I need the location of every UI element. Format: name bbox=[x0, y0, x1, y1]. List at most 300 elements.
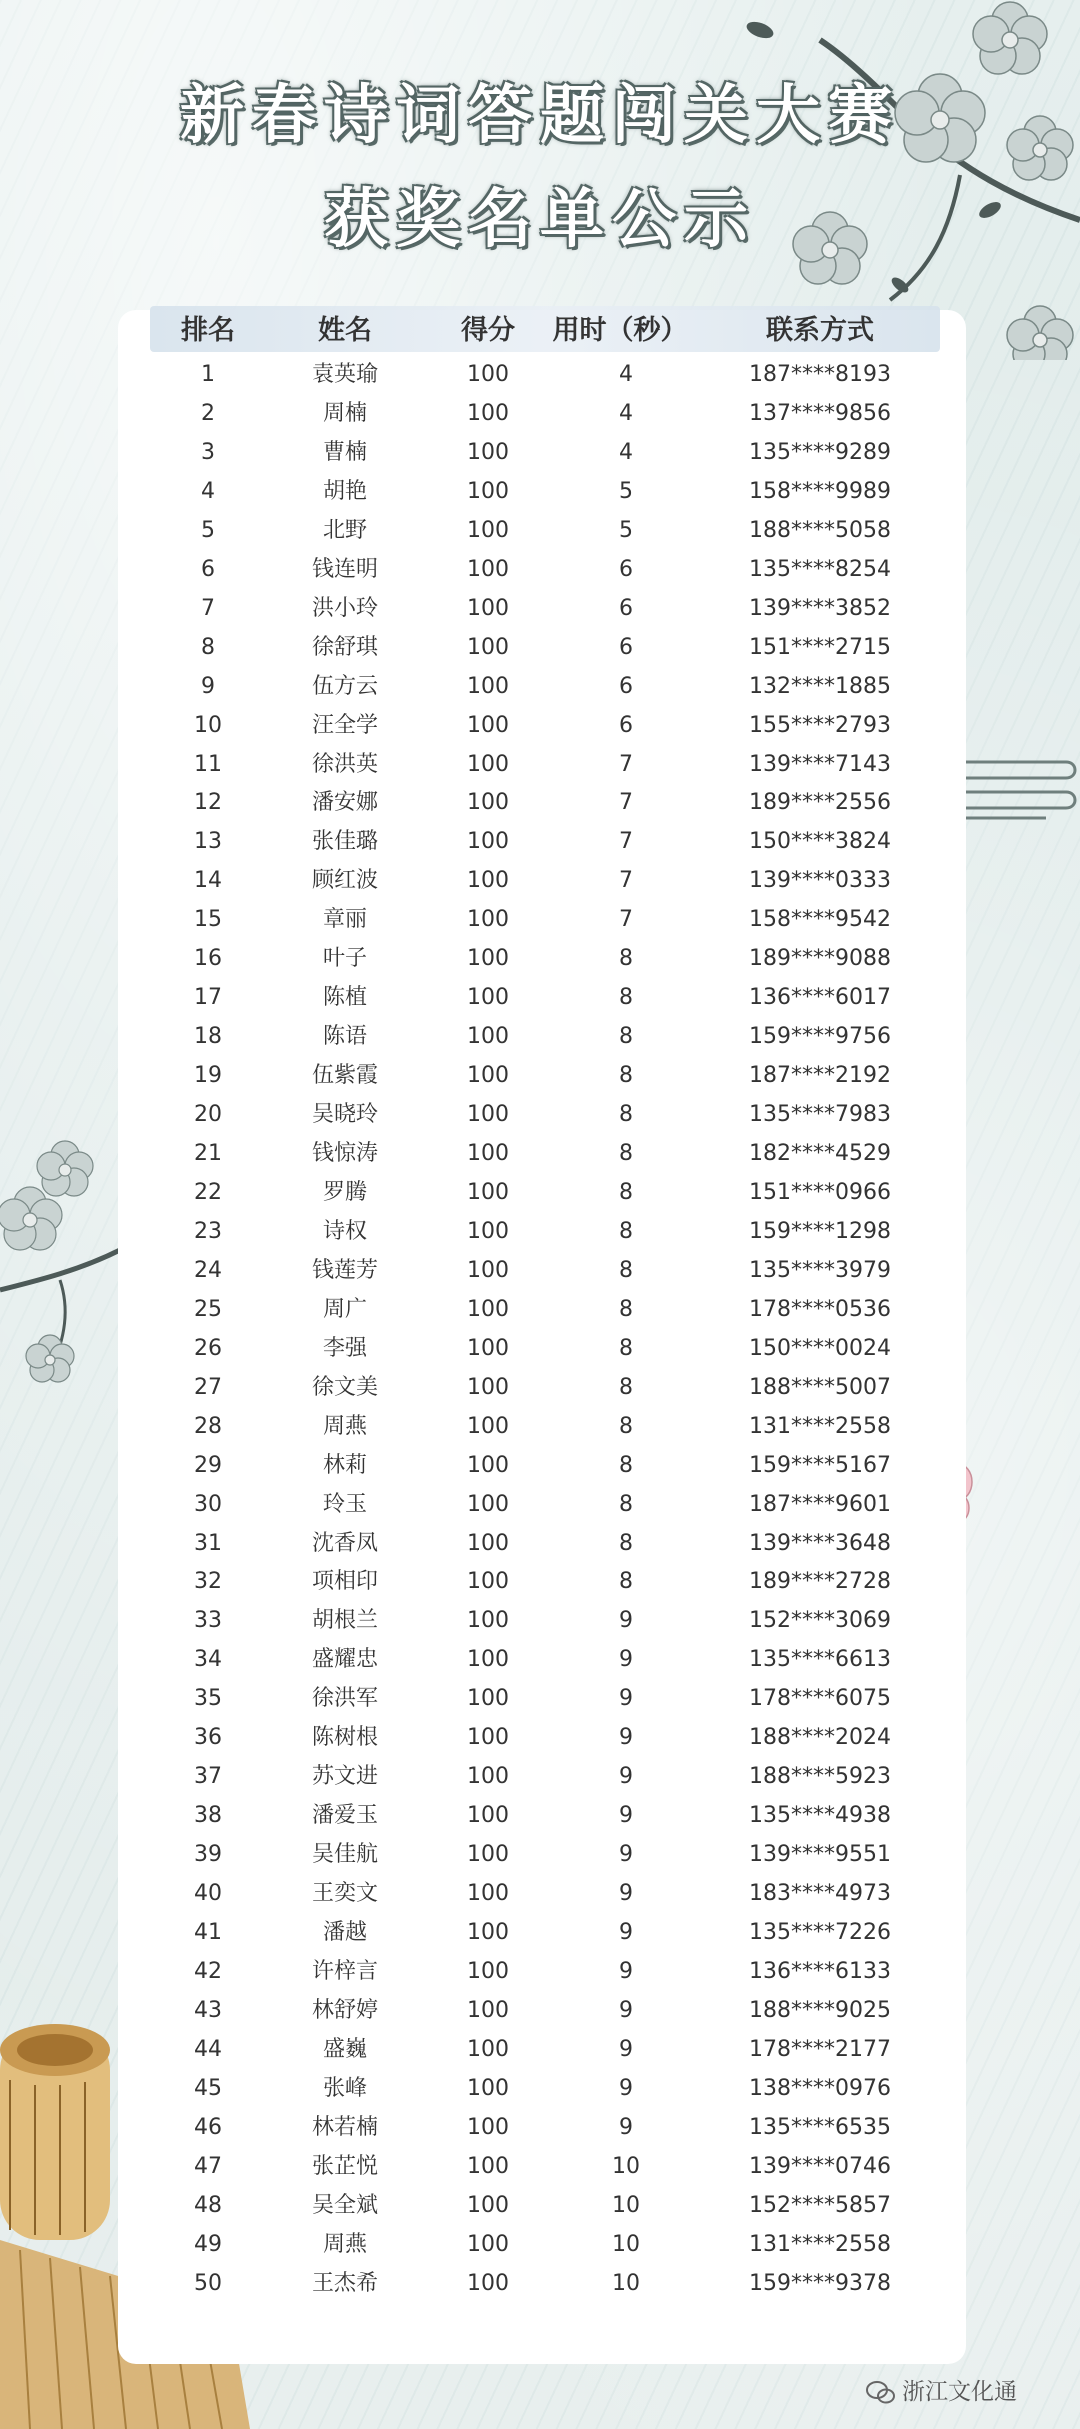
name-cell: 钱连明 bbox=[311, 556, 378, 582]
table-row bbox=[0, 473, 1080, 511]
contact-cell: 139****3648 bbox=[749, 1530, 891, 1556]
time-cell: 8 bbox=[619, 1335, 633, 1361]
rank-cell: 18 bbox=[194, 1024, 222, 1050]
time-cell: 9 bbox=[619, 2114, 633, 2140]
rank-cell: 11 bbox=[194, 751, 222, 777]
time-cell: 10 bbox=[612, 2270, 640, 2296]
contact-cell: 139****7143 bbox=[749, 751, 891, 777]
score-cell: 100 bbox=[467, 595, 509, 621]
table-row bbox=[0, 784, 1080, 822]
name-cell: 徐文美 bbox=[311, 1374, 378, 1400]
table-row bbox=[0, 2226, 1080, 2264]
score-cell: 100 bbox=[467, 1958, 509, 1984]
score-cell: 100 bbox=[467, 1997, 509, 2023]
rank-cell: 31 bbox=[194, 1530, 222, 1556]
table-row bbox=[0, 2265, 1080, 2303]
name-cell: 吴佳航 bbox=[311, 1842, 378, 1868]
contact-cell: 189****2556 bbox=[749, 790, 891, 816]
time-cell: 8 bbox=[619, 1218, 633, 1244]
time-cell: 10 bbox=[612, 2192, 640, 2218]
table-row bbox=[0, 1719, 1080, 1757]
rank-cell: 21 bbox=[194, 1141, 222, 1166]
time-cell: 8 bbox=[619, 1569, 633, 1595]
contact-cell: 188****5058 bbox=[749, 517, 891, 543]
time-cell: 9 bbox=[619, 1686, 633, 1712]
rank-cell: 12 bbox=[194, 790, 222, 816]
rank-cell: 6 bbox=[201, 556, 215, 582]
name-cell: 北野 bbox=[322, 517, 367, 543]
time-cell: 8 bbox=[619, 985, 633, 1011]
contact-cell: 159****1298 bbox=[749, 1218, 891, 1244]
name-cell: 盛耀忠 bbox=[311, 1647, 378, 1673]
contact-cell: 135****6613 bbox=[749, 1647, 891, 1673]
score-cell: 100 bbox=[467, 2114, 509, 2140]
contact-cell: 135****8254 bbox=[749, 556, 891, 582]
contact-cell: 131****2558 bbox=[749, 2231, 891, 2257]
name-cell: 顾红波 bbox=[311, 868, 378, 894]
rank-cell: 43 bbox=[194, 1997, 222, 2023]
name-cell: 玲玉 bbox=[322, 1491, 367, 1517]
rank-cell: 17 bbox=[194, 985, 222, 1011]
page-title-line2: 获奖名单公示 bbox=[324, 183, 756, 257]
time-cell: 9 bbox=[619, 1997, 633, 2023]
rank-cell: 23 bbox=[194, 1218, 222, 1244]
table-row bbox=[0, 1758, 1080, 1796]
time-cell: 5 bbox=[619, 478, 633, 504]
name-cell: 徐洪军 bbox=[311, 1686, 378, 1712]
rank-cell: 46 bbox=[194, 2114, 222, 2140]
rank-cell: 44 bbox=[194, 2036, 222, 2062]
table-row bbox=[0, 979, 1080, 1017]
table-row bbox=[0, 668, 1080, 706]
contact-cell: 139****9551 bbox=[749, 1842, 891, 1868]
name-cell: 伍紫霞 bbox=[311, 1063, 378, 1089]
table-row bbox=[0, 356, 1080, 394]
name-cell: 吴全斌 bbox=[311, 2192, 378, 2218]
score-cell: 100 bbox=[467, 478, 509, 504]
score-cell: 100 bbox=[467, 2192, 509, 2218]
rank-cell: 16 bbox=[194, 946, 222, 972]
contact-cell: 187****2192 bbox=[749, 1063, 891, 1089]
time-cell: 9 bbox=[619, 1881, 633, 1907]
score-cell: 100 bbox=[467, 946, 509, 972]
rank-cell: 29 bbox=[194, 1452, 222, 1478]
table-row bbox=[0, 1057, 1080, 1095]
rank-cell: 22 bbox=[194, 1179, 222, 1205]
contact-cell: 159****9756 bbox=[749, 1024, 891, 1050]
rank-cell: 2 bbox=[201, 400, 215, 426]
table-row bbox=[0, 2187, 1080, 2225]
time-cell: 8 bbox=[619, 1374, 633, 1400]
name-cell: 周楠 bbox=[322, 400, 367, 426]
table-row bbox=[0, 1486, 1080, 1524]
name-cell: 潘爱玉 bbox=[311, 1803, 378, 1829]
name-cell: 林舒婷 bbox=[311, 1997, 378, 2023]
name-cell: 罗腾 bbox=[322, 1179, 367, 1205]
header-name: 姓名 bbox=[318, 315, 372, 346]
table-row bbox=[0, 2148, 1080, 2186]
name-cell: 项相印 bbox=[311, 1569, 378, 1595]
rank-cell: 47 bbox=[194, 2153, 222, 2179]
time-cell: 7 bbox=[619, 829, 633, 855]
time-cell: 10 bbox=[612, 2153, 640, 2179]
table-row bbox=[0, 862, 1080, 900]
name-cell: 胡根兰 bbox=[311, 1608, 378, 1634]
table-row bbox=[0, 1641, 1080, 1679]
time-cell: 8 bbox=[619, 1063, 633, 1089]
table-row bbox=[0, 434, 1080, 472]
contact-cell: 135****3979 bbox=[749, 1257, 891, 1283]
table-row bbox=[0, 1096, 1080, 1134]
contact-cell: 188****2024 bbox=[749, 1725, 891, 1751]
table-row bbox=[0, 1408, 1080, 1446]
time-cell: 6 bbox=[619, 556, 633, 582]
contact-cell: 132****1885 bbox=[749, 673, 891, 699]
rank-cell: 30 bbox=[194, 1491, 222, 1517]
contact-cell: 155****2793 bbox=[749, 712, 891, 738]
name-cell: 潘安娜 bbox=[311, 790, 378, 816]
contact-cell: 136****6133 bbox=[749, 1958, 891, 1984]
rank-cell: 1 bbox=[201, 362, 215, 387]
contact-cell: 158****9542 bbox=[749, 907, 891, 933]
contact-cell: 187****8193 bbox=[749, 362, 891, 387]
score-cell: 100 bbox=[467, 634, 509, 660]
rank-cell: 32 bbox=[194, 1569, 222, 1595]
name-cell: 李强 bbox=[322, 1335, 367, 1361]
rank-cell: 13 bbox=[194, 829, 222, 855]
contact-cell: 136****6017 bbox=[749, 985, 891, 1011]
contact-cell: 135****6535 bbox=[749, 2114, 891, 2140]
rank-cell: 19 bbox=[194, 1063, 222, 1089]
contact-cell: 178****6075 bbox=[749, 1686, 891, 1712]
rank-cell: 42 bbox=[194, 1958, 222, 1984]
table-row bbox=[0, 2070, 1080, 2108]
header-time: 用时（秒） bbox=[552, 315, 688, 346]
name-cell: 徐洪英 bbox=[311, 751, 378, 777]
time-cell: 9 bbox=[619, 2036, 633, 2062]
name-cell: 钱惊涛 bbox=[311, 1141, 378, 1166]
score-cell: 100 bbox=[467, 1024, 509, 1050]
table-row bbox=[0, 823, 1080, 861]
score-cell: 100 bbox=[467, 1218, 509, 1244]
score-cell: 100 bbox=[467, 790, 509, 816]
time-cell: 8 bbox=[619, 946, 633, 972]
score-cell: 100 bbox=[467, 556, 509, 582]
table-row bbox=[0, 1953, 1080, 1991]
time-cell: 8 bbox=[619, 1413, 633, 1439]
rank-cell: 24 bbox=[194, 1257, 222, 1283]
contact-cell: 188****9025 bbox=[749, 1997, 891, 2023]
table-row bbox=[0, 1330, 1080, 1368]
score-cell: 100 bbox=[467, 985, 509, 1011]
score-cell: 100 bbox=[467, 1452, 509, 1478]
rank-cell: 15 bbox=[194, 907, 222, 933]
contact-cell: 189****2728 bbox=[749, 1569, 891, 1595]
name-cell: 伍方云 bbox=[311, 673, 378, 699]
score-cell: 100 bbox=[467, 439, 509, 465]
table-row bbox=[0, 551, 1080, 589]
name-cell: 林莉 bbox=[322, 1452, 367, 1478]
time-cell: 8 bbox=[619, 1102, 633, 1128]
name-cell: 林若楠 bbox=[311, 2114, 378, 2140]
name-cell: 袁英瑜 bbox=[311, 362, 378, 387]
table-row bbox=[0, 590, 1080, 628]
score-cell: 100 bbox=[467, 712, 509, 738]
contact-cell: 137****9856 bbox=[749, 400, 891, 426]
time-cell: 9 bbox=[619, 2075, 633, 2101]
table-row bbox=[0, 1563, 1080, 1601]
table-row bbox=[0, 1992, 1080, 2030]
rank-cell: 9 bbox=[201, 673, 215, 699]
score-cell: 100 bbox=[467, 907, 509, 933]
contact-cell: 159****9378 bbox=[749, 2270, 891, 2296]
time-cell: 9 bbox=[619, 1725, 633, 1751]
table-row bbox=[0, 1680, 1080, 1718]
table-row bbox=[0, 1369, 1080, 1407]
table-row bbox=[0, 1135, 1080, 1173]
time-cell: 8 bbox=[619, 1257, 633, 1283]
rank-cell: 25 bbox=[194, 1296, 222, 1322]
header-contact: 联系方式 bbox=[766, 315, 874, 346]
time-cell: 7 bbox=[619, 790, 633, 816]
rank-cell: 37 bbox=[194, 1764, 222, 1790]
score-cell: 100 bbox=[467, 2075, 509, 2101]
time-cell: 9 bbox=[619, 1958, 633, 1984]
rank-cell: 38 bbox=[194, 1803, 222, 1829]
table-row bbox=[0, 1525, 1080, 1563]
rank-cell: 3 bbox=[201, 439, 215, 465]
contact-cell: 182****4529 bbox=[749, 1141, 891, 1166]
page-title-line1: 新春诗词答题闯关大赛 bbox=[180, 79, 900, 153]
wechat-icon bbox=[866, 2380, 896, 2406]
contact-cell: 139****0746 bbox=[749, 2153, 891, 2179]
contact-cell: 158****9989 bbox=[749, 478, 891, 504]
name-cell: 潘越 bbox=[322, 1920, 367, 1945]
rank-cell: 26 bbox=[194, 1335, 222, 1361]
score-cell: 100 bbox=[467, 1842, 509, 1868]
time-cell: 7 bbox=[619, 751, 633, 777]
contact-cell: 151****2715 bbox=[749, 634, 891, 660]
time-cell: 9 bbox=[619, 1647, 633, 1673]
time-cell: 6 bbox=[619, 673, 633, 699]
name-cell: 吴晓玲 bbox=[311, 1102, 378, 1128]
watermark-text: 浙江文化通 bbox=[902, 2379, 1017, 2405]
score-cell: 100 bbox=[467, 1102, 509, 1128]
time-cell: 6 bbox=[619, 634, 633, 660]
contact-cell: 151****0966 bbox=[749, 1179, 891, 1205]
time-cell: 8 bbox=[619, 1296, 633, 1322]
rank-cell: 36 bbox=[194, 1725, 222, 1751]
contact-cell: 178****2177 bbox=[749, 2036, 891, 2062]
name-cell: 陈树根 bbox=[311, 1725, 378, 1751]
table-row bbox=[0, 1914, 1080, 1952]
table-row bbox=[0, 1875, 1080, 1913]
time-cell: 4 bbox=[619, 362, 633, 387]
contact-cell: 152****5857 bbox=[749, 2192, 891, 2218]
name-cell: 曹楠 bbox=[322, 439, 367, 465]
time-cell: 8 bbox=[619, 1530, 633, 1556]
rank-cell: 50 bbox=[194, 2270, 222, 2296]
table-row bbox=[0, 901, 1080, 939]
rank-cell: 41 bbox=[194, 1920, 222, 1945]
name-cell: 胡艳 bbox=[322, 478, 367, 504]
rank-cell: 39 bbox=[194, 1842, 222, 1868]
contact-cell: 139****0333 bbox=[749, 868, 891, 894]
rank-cell: 48 bbox=[194, 2192, 222, 2218]
table-row bbox=[0, 1602, 1080, 1640]
contact-cell: 139****3852 bbox=[749, 595, 891, 621]
rank-cell: 45 bbox=[194, 2075, 222, 2101]
time-cell: 8 bbox=[619, 1024, 633, 1050]
rank-cell: 34 bbox=[194, 1647, 222, 1673]
rank-cell: 8 bbox=[201, 634, 215, 660]
score-cell: 100 bbox=[467, 1335, 509, 1361]
score-cell: 100 bbox=[467, 1063, 509, 1089]
score-cell: 100 bbox=[467, 1920, 509, 1945]
name-cell: 许梓言 bbox=[311, 1958, 378, 1984]
name-cell: 汪全学 bbox=[311, 712, 378, 738]
score-cell: 100 bbox=[467, 1257, 509, 1283]
time-cell: 5 bbox=[619, 517, 633, 543]
score-cell: 100 bbox=[467, 1647, 509, 1673]
contact-cell: 138****0976 bbox=[749, 2075, 891, 2101]
name-cell: 周燕 bbox=[322, 1413, 367, 1439]
name-cell: 陈植 bbox=[322, 985, 367, 1011]
rank-cell: 40 bbox=[194, 1881, 222, 1907]
score-cell: 100 bbox=[467, 1491, 509, 1517]
score-cell: 100 bbox=[467, 1686, 509, 1712]
time-cell: 9 bbox=[619, 1842, 633, 1868]
watermark bbox=[866, 2372, 1017, 2412]
score-cell: 100 bbox=[467, 517, 509, 543]
contact-cell: 131****2558 bbox=[749, 1413, 891, 1439]
table-row bbox=[0, 1447, 1080, 1485]
table-row bbox=[0, 512, 1080, 550]
contact-cell: 188****5007 bbox=[749, 1374, 891, 1400]
score-cell: 100 bbox=[467, 751, 509, 777]
table-row bbox=[0, 1213, 1080, 1251]
table-row bbox=[0, 940, 1080, 978]
table-row bbox=[0, 2031, 1080, 2069]
score-cell: 100 bbox=[467, 1374, 509, 1400]
time-cell: 9 bbox=[619, 1920, 633, 1945]
score-cell: 100 bbox=[467, 673, 509, 699]
table-row bbox=[0, 1836, 1080, 1874]
contact-cell: 189****9088 bbox=[749, 946, 891, 972]
rank-cell: 20 bbox=[194, 1102, 222, 1128]
name-cell: 章丽 bbox=[322, 907, 367, 933]
name-cell: 王杰希 bbox=[311, 2270, 378, 2296]
score-cell: 100 bbox=[467, 362, 509, 387]
score-cell: 100 bbox=[467, 2270, 509, 2296]
name-cell: 周广 bbox=[322, 1296, 367, 1322]
time-cell: 8 bbox=[619, 1179, 633, 1205]
time-cell: 6 bbox=[619, 712, 633, 738]
rank-cell: 5 bbox=[201, 517, 215, 543]
contact-cell: 183****4973 bbox=[749, 1881, 891, 1907]
table-row bbox=[0, 1174, 1080, 1212]
time-cell: 6 bbox=[619, 595, 633, 621]
score-cell: 100 bbox=[467, 2153, 509, 2179]
rank-cell: 4 bbox=[201, 478, 215, 504]
table-row bbox=[0, 1018, 1080, 1056]
name-cell: 叶子 bbox=[322, 946, 367, 972]
name-cell: 徐舒琪 bbox=[311, 634, 378, 660]
contact-cell: 135****7226 bbox=[749, 1920, 891, 1945]
score-cell: 100 bbox=[467, 1608, 509, 1634]
score-cell: 100 bbox=[467, 1141, 509, 1166]
contact-cell: 152****3069 bbox=[749, 1608, 891, 1634]
score-cell: 100 bbox=[467, 868, 509, 894]
rank-cell: 27 bbox=[194, 1374, 222, 1400]
score-cell: 100 bbox=[467, 829, 509, 855]
name-cell: 张芷悦 bbox=[311, 2153, 378, 2179]
contact-cell: 187****9601 bbox=[749, 1491, 891, 1517]
time-cell: 4 bbox=[619, 439, 633, 465]
table-row bbox=[0, 707, 1080, 745]
table-row bbox=[0, 1252, 1080, 1290]
table-row bbox=[0, 1797, 1080, 1835]
contact-cell: 188****5923 bbox=[749, 1764, 891, 1790]
table-row bbox=[0, 1291, 1080, 1329]
rank-cell: 10 bbox=[194, 712, 222, 738]
contact-cell: 178****0536 bbox=[749, 1296, 891, 1322]
name-cell: 钱莲芳 bbox=[311, 1257, 378, 1283]
score-cell: 100 bbox=[467, 1764, 509, 1790]
rank-cell: 7 bbox=[201, 595, 215, 621]
name-cell: 盛巍 bbox=[322, 2036, 367, 2062]
name-cell: 诗权 bbox=[322, 1218, 367, 1244]
table-row bbox=[0, 395, 1080, 433]
score-cell: 100 bbox=[467, 1413, 509, 1439]
score-cell: 100 bbox=[467, 1725, 509, 1751]
contact-cell: 159****5167 bbox=[749, 1452, 891, 1478]
header-score: 得分 bbox=[461, 315, 515, 346]
table-row bbox=[0, 746, 1080, 784]
name-cell: 陈语 bbox=[322, 1024, 367, 1050]
time-cell: 7 bbox=[619, 907, 633, 933]
contact-cell: 135****4938 bbox=[749, 1803, 891, 1829]
name-cell: 沈香凤 bbox=[311, 1530, 378, 1556]
name-cell: 周燕 bbox=[322, 2231, 367, 2257]
contact-cell: 135****7983 bbox=[749, 1102, 891, 1128]
table-row bbox=[0, 2109, 1080, 2147]
header-rank: 排名 bbox=[181, 315, 235, 346]
contact-cell: 150****3824 bbox=[749, 829, 891, 855]
table-row bbox=[0, 629, 1080, 667]
rank-cell: 33 bbox=[194, 1608, 222, 1634]
name-cell: 苏文进 bbox=[311, 1764, 378, 1790]
score-cell: 100 bbox=[467, 1803, 509, 1829]
time-cell: 7 bbox=[619, 868, 633, 894]
score-cell: 100 bbox=[467, 2231, 509, 2257]
score-cell: 100 bbox=[467, 1569, 509, 1595]
time-cell: 9 bbox=[619, 1764, 633, 1790]
rank-cell: 14 bbox=[194, 868, 222, 894]
time-cell: 4 bbox=[619, 400, 633, 426]
time-cell: 8 bbox=[619, 1491, 633, 1517]
score-cell: 100 bbox=[467, 1296, 509, 1322]
time-cell: 8 bbox=[619, 1141, 633, 1166]
contact-cell: 150****0024 bbox=[749, 1335, 891, 1361]
rank-cell: 49 bbox=[194, 2231, 222, 2257]
time-cell: 9 bbox=[619, 1608, 633, 1634]
score-cell: 100 bbox=[467, 400, 509, 426]
score-cell: 100 bbox=[467, 1530, 509, 1556]
time-cell: 8 bbox=[619, 1452, 633, 1478]
time-cell: 9 bbox=[619, 1803, 633, 1829]
name-cell: 王奕文 bbox=[311, 1881, 378, 1907]
